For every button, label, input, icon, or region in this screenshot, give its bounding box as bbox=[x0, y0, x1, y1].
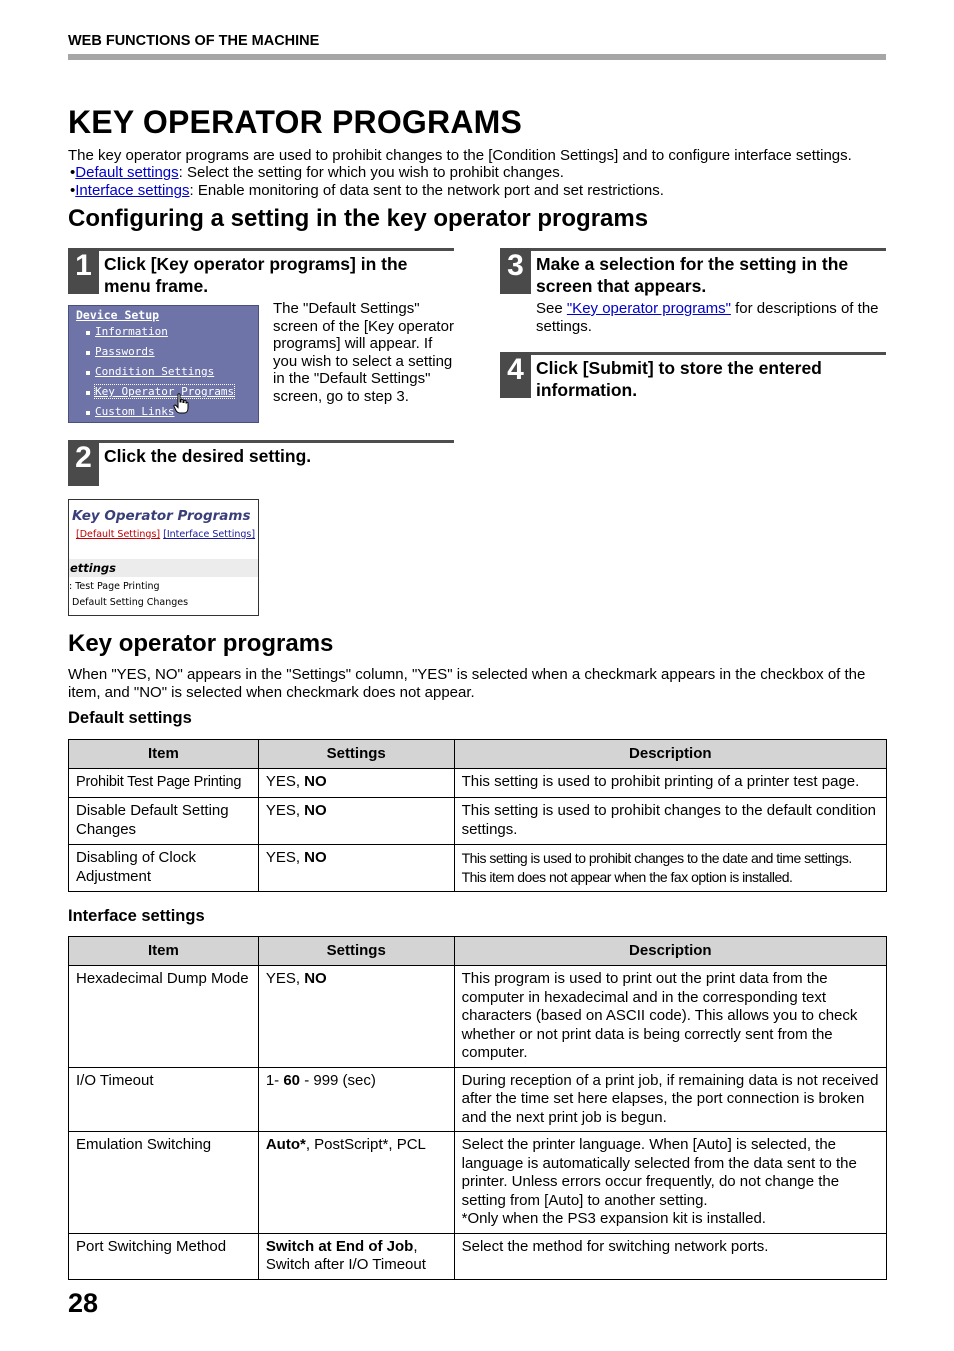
step-rule bbox=[500, 248, 886, 251]
settings-cell bbox=[258, 1132, 454, 1234]
menu-frame-screenshot bbox=[68, 305, 259, 423]
bullet-dot: • bbox=[70, 182, 76, 199]
column-header: Settings bbox=[258, 937, 454, 966]
description-cell: This setting is used to prohibit changes to the default condition settings. bbox=[454, 798, 886, 845]
step-3-text: See bbox=[536, 300, 567, 317]
page-title: KEY OPERATOR PROGRAMS bbox=[68, 104, 523, 140]
default-settings-link[interactable]: Default settings bbox=[75, 164, 179, 181]
description-cell: Select the method for switching network ports. bbox=[454, 1233, 886, 1279]
table-header-row bbox=[69, 740, 887, 769]
screenshot-row: : Test Page Printing bbox=[69, 581, 160, 592]
table-row bbox=[69, 966, 887, 1068]
bullet-icon bbox=[86, 331, 90, 335]
description-cell: This setting is used to prohibit changes to the date and time settings. This item does not appear when the fax option is installed. bbox=[454, 845, 886, 892]
settings-cell bbox=[258, 798, 454, 845]
bullet-icon bbox=[86, 391, 90, 395]
bullet-dot: • bbox=[70, 164, 76, 181]
screenshot-title: Key Operator Programs bbox=[72, 508, 251, 524]
description-cell: This program is used to print out the print data from the computer in hexadecimal and in the corresponding text characters (based on ASCII code). This allows you to check whether or not print data is being correctly sent from the computer. bbox=[454, 966, 886, 1068]
settings-value: YES, bbox=[265, 849, 305, 866]
step-number: 2 bbox=[68, 440, 99, 486]
settings-value: , PostScript*, PCL bbox=[305, 1136, 426, 1153]
item-cell: Emulation Switching bbox=[69, 1132, 259, 1234]
interface-settings-table bbox=[68, 936, 887, 1280]
settings-value: YES, bbox=[265, 773, 305, 790]
menu-item-information[interactable]: Information bbox=[95, 325, 168, 338]
column-header: Description bbox=[454, 740, 886, 769]
settings-cell bbox=[258, 769, 454, 798]
column-header: Item bbox=[69, 740, 259, 769]
settings-default: 60 bbox=[283, 1071, 301, 1089]
description-cell: This setting is used to prohibit printing of a printer test page. bbox=[454, 769, 886, 798]
table-row bbox=[69, 1132, 887, 1234]
step-1-title: Click [Key operator programs] in the menu frame. bbox=[104, 254, 408, 296]
step-number: 4 bbox=[500, 352, 531, 398]
step-rule bbox=[68, 440, 454, 443]
default-settings-heading: Default settings bbox=[68, 709, 192, 727]
screenshot-interface-link[interactable]: [Interface Settings] bbox=[163, 529, 256, 540]
item-cell: Prohibit Test Page Printing bbox=[69, 769, 259, 798]
item-cell: Hexadecimal Dump Mode bbox=[69, 966, 259, 1068]
bullet-text: : Select the setting for which you wish to prohibit changes. bbox=[178, 164, 564, 181]
intro-text: The key operator programs are used to prohibit changes to the [Condition Settings] and to configure interface settings. bbox=[68, 147, 852, 164]
step-2-title: Click the desired setting. bbox=[104, 446, 312, 466]
settings-default: Switch at End of Job bbox=[265, 1237, 414, 1255]
step-rule bbox=[68, 248, 454, 251]
item-cell: Disable Default Setting Changes bbox=[69, 798, 259, 845]
screenshot-links bbox=[76, 529, 255, 540]
table-row bbox=[69, 769, 887, 798]
key-operator-programs-link[interactable]: "Key operator programs" bbox=[566, 300, 731, 317]
kop-description: When "YES, NO" appears in the "Settings" column, "YES" is selected when a checkmark appears in the checkbox of the item, and "NO" is selected when checkmark does not appear. bbox=[68, 666, 866, 701]
menu-item-key-operator-programs[interactable]: Key Operator Programs bbox=[95, 385, 235, 398]
settings-value: 1- bbox=[265, 1071, 284, 1089]
column-header: Description bbox=[454, 937, 886, 966]
settings-value: - 999 (sec) bbox=[300, 1071, 376, 1089]
menu-item-condition-settings[interactable]: Condition Settings bbox=[95, 365, 215, 378]
interface-settings-heading: Interface settings bbox=[68, 907, 205, 925]
description-cell: During reception of a print job, if remaining data is not received after the time set here elapses, the port connection is broken and the next print job is begun. bbox=[454, 1067, 886, 1132]
settings-cell bbox=[258, 1067, 454, 1132]
page-number: 28 bbox=[68, 1288, 99, 1318]
step-3-body bbox=[536, 300, 886, 335]
item-cell: Port Switching Method bbox=[69, 1233, 259, 1279]
interface-settings-link[interactable]: Interface settings bbox=[75, 182, 190, 199]
table-header-row bbox=[69, 937, 887, 966]
bullet-icon bbox=[86, 411, 90, 415]
description-note: *Only when the PS3 expansion kit is installed. bbox=[461, 1210, 766, 1227]
setting-screenshot bbox=[68, 499, 259, 616]
table-row bbox=[69, 845, 887, 892]
settings-cell bbox=[258, 966, 454, 1068]
settings-default: NO bbox=[304, 970, 327, 987]
screenshot-row: Default Setting Changes bbox=[72, 597, 189, 608]
settings-cell bbox=[258, 1233, 454, 1279]
menu-item-custom-links[interactable]: Custom Links bbox=[95, 405, 175, 418]
bullet-icon bbox=[86, 351, 90, 355]
running-head: WEB FUNCTIONS OF THE MACHINE bbox=[68, 33, 320, 49]
item-cell: I/O Timeout bbox=[69, 1067, 259, 1132]
screenshot-default-link[interactable]: [Default Settings] bbox=[76, 529, 161, 540]
hand-cursor-icon bbox=[173, 393, 189, 415]
settings-cell bbox=[258, 845, 454, 892]
screenshot-section: ettings bbox=[70, 561, 116, 575]
configuring-heading: Configuring a setting in the key operator programs bbox=[68, 205, 649, 232]
step-number: 3 bbox=[500, 248, 531, 294]
column-header: Settings bbox=[258, 740, 454, 769]
header-rule bbox=[68, 54, 886, 60]
step-number: 1 bbox=[68, 248, 99, 294]
menu-item-passwords[interactable]: Passwords bbox=[95, 345, 155, 358]
step-4-title: Click [Submit] to store the entered information. bbox=[536, 358, 822, 400]
settings-value: YES, bbox=[265, 802, 305, 819]
column-header: Item bbox=[69, 937, 259, 966]
description-cell bbox=[454, 1132, 886, 1234]
step-3-title: Make a selection for the setting in the screen that appears. bbox=[536, 254, 849, 296]
settings-default: NO bbox=[304, 802, 327, 819]
item-cell: Disabling of Clock Adjustment bbox=[69, 845, 259, 892]
table-row bbox=[69, 1233, 887, 1279]
settings-value: , Switch after I/O Timeout bbox=[265, 1237, 426, 1273]
step-3-text: for descriptions of the settings. bbox=[536, 300, 879, 335]
settings-default: NO bbox=[304, 773, 327, 790]
table-row bbox=[69, 1067, 887, 1132]
settings-value: YES, bbox=[265, 970, 305, 987]
settings-default: Auto* bbox=[265, 1136, 306, 1153]
settings-default: NO bbox=[304, 849, 327, 866]
bullet-default bbox=[70, 164, 564, 182]
bullet-interface bbox=[70, 182, 664, 200]
bullet-text: : Enable monitoring of data sent to the network port and set restrictions. bbox=[189, 182, 664, 199]
kop-heading: Key operator programs bbox=[68, 630, 334, 657]
step-rule bbox=[500, 352, 886, 355]
menu-heading: Device Setup bbox=[76, 308, 160, 322]
default-settings-table bbox=[68, 739, 887, 892]
table-row bbox=[69, 798, 887, 845]
bullet-icon bbox=[86, 371, 90, 375]
step-1-body: The "Default Settings" screen of the [Key operator programs] will appear. If you wish to select a setting in the "Default Settings" screen, go to step 3. bbox=[273, 300, 454, 405]
description-text: Select the printer language. When [Auto] is selected, the language is automatically selected from the data sent to the printer. Unless errors occur frequently, do not change the setting from [Auto] to another setting. bbox=[461, 1136, 857, 1209]
